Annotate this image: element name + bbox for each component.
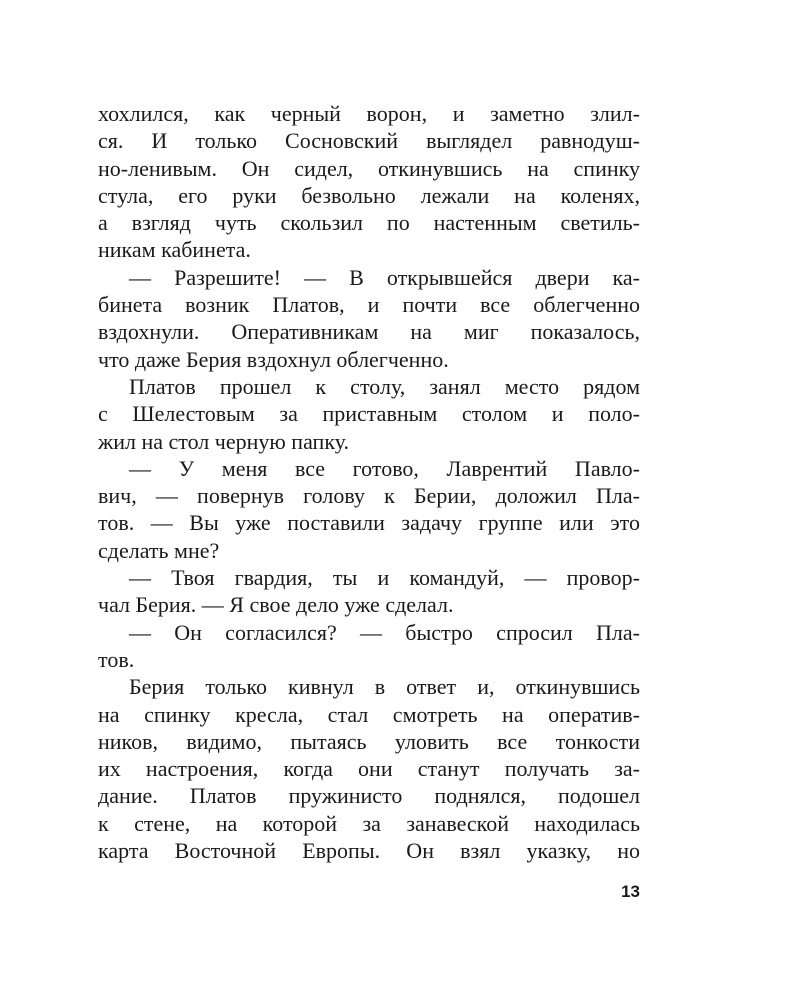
text-line: но-ленивым. Он сидел, откинувшись на спинку	[98, 155, 640, 181]
text-line: тов.	[98, 646, 135, 672]
text-line: чал Берия. — Я свое дело уже сделал.	[98, 592, 454, 618]
text-line: что даже Берия вздохнул облегченно.	[98, 346, 449, 372]
paragraph-6	[98, 619, 640, 674]
paragraph-7	[98, 673, 640, 864]
text-line: жил на стол черную папку.	[98, 428, 350, 454]
paragraph-2	[98, 264, 640, 373]
text-line: сделать мне?	[98, 537, 220, 563]
text-line: бинета возник Платов, и почти все облегченно	[98, 292, 640, 318]
text-line: Платов прошел к столу, занял место рядом	[129, 373, 640, 399]
text-line: — Он согласился? — быстро спросил Пла-	[129, 619, 640, 645]
paragraph-4	[98, 455, 640, 564]
text-line: — Разрешите! — В открывшейся двери ка-	[129, 264, 640, 290]
text-line: Берия только кивнул в ответ и, откинувшись	[129, 674, 640, 700]
text-line: — У меня все готово, Лаврентий Павло-	[129, 455, 640, 481]
text-line: дание. Платов пружинисто поднялся, подошел	[98, 783, 640, 809]
paragraph-3	[98, 373, 640, 455]
text-line: к стене, на которой за занавеской находилась	[98, 810, 640, 836]
text-line: а взгляд чуть скользил по настенным светиль-	[98, 210, 640, 236]
text-line: с Шелестовым за приставным столом и поло-	[98, 401, 640, 427]
text-line: вздохнули. Оперативникам на миг показалось,	[98, 319, 640, 345]
text-line: тов. — Вы уже поставили задачу группе или это	[98, 510, 640, 536]
page-number: 13	[621, 882, 640, 901]
text-line: хохлился, как черный ворон, и заметно злил-	[98, 101, 640, 126]
text-line: их настроения, когда они станут получать за-	[98, 756, 640, 782]
text-line: вич, — повернув голову к Берии, доложил Пла-	[98, 483, 640, 509]
text-line: — Твоя гвардия, ты и командуй, — провор-	[129, 565, 640, 591]
text-line: ся. И только Сосновский выглядел равнодуш-	[98, 128, 640, 154]
body-text	[98, 100, 640, 864]
text-line: стула, его руки безвольно лежали на коленях,	[98, 182, 640, 208]
text-line: ников, видимо, пытаясь уловить все тонкости	[98, 728, 640, 754]
text-line: на спинку кресла, стал смотреть на оператив-	[98, 701, 640, 727]
paragraph-1	[98, 100, 640, 264]
text-line: никам кабинета.	[98, 237, 251, 263]
paragraph-5	[98, 564, 640, 619]
text-line: карта Восточной Европы. Он взял указку, но	[98, 838, 640, 864]
